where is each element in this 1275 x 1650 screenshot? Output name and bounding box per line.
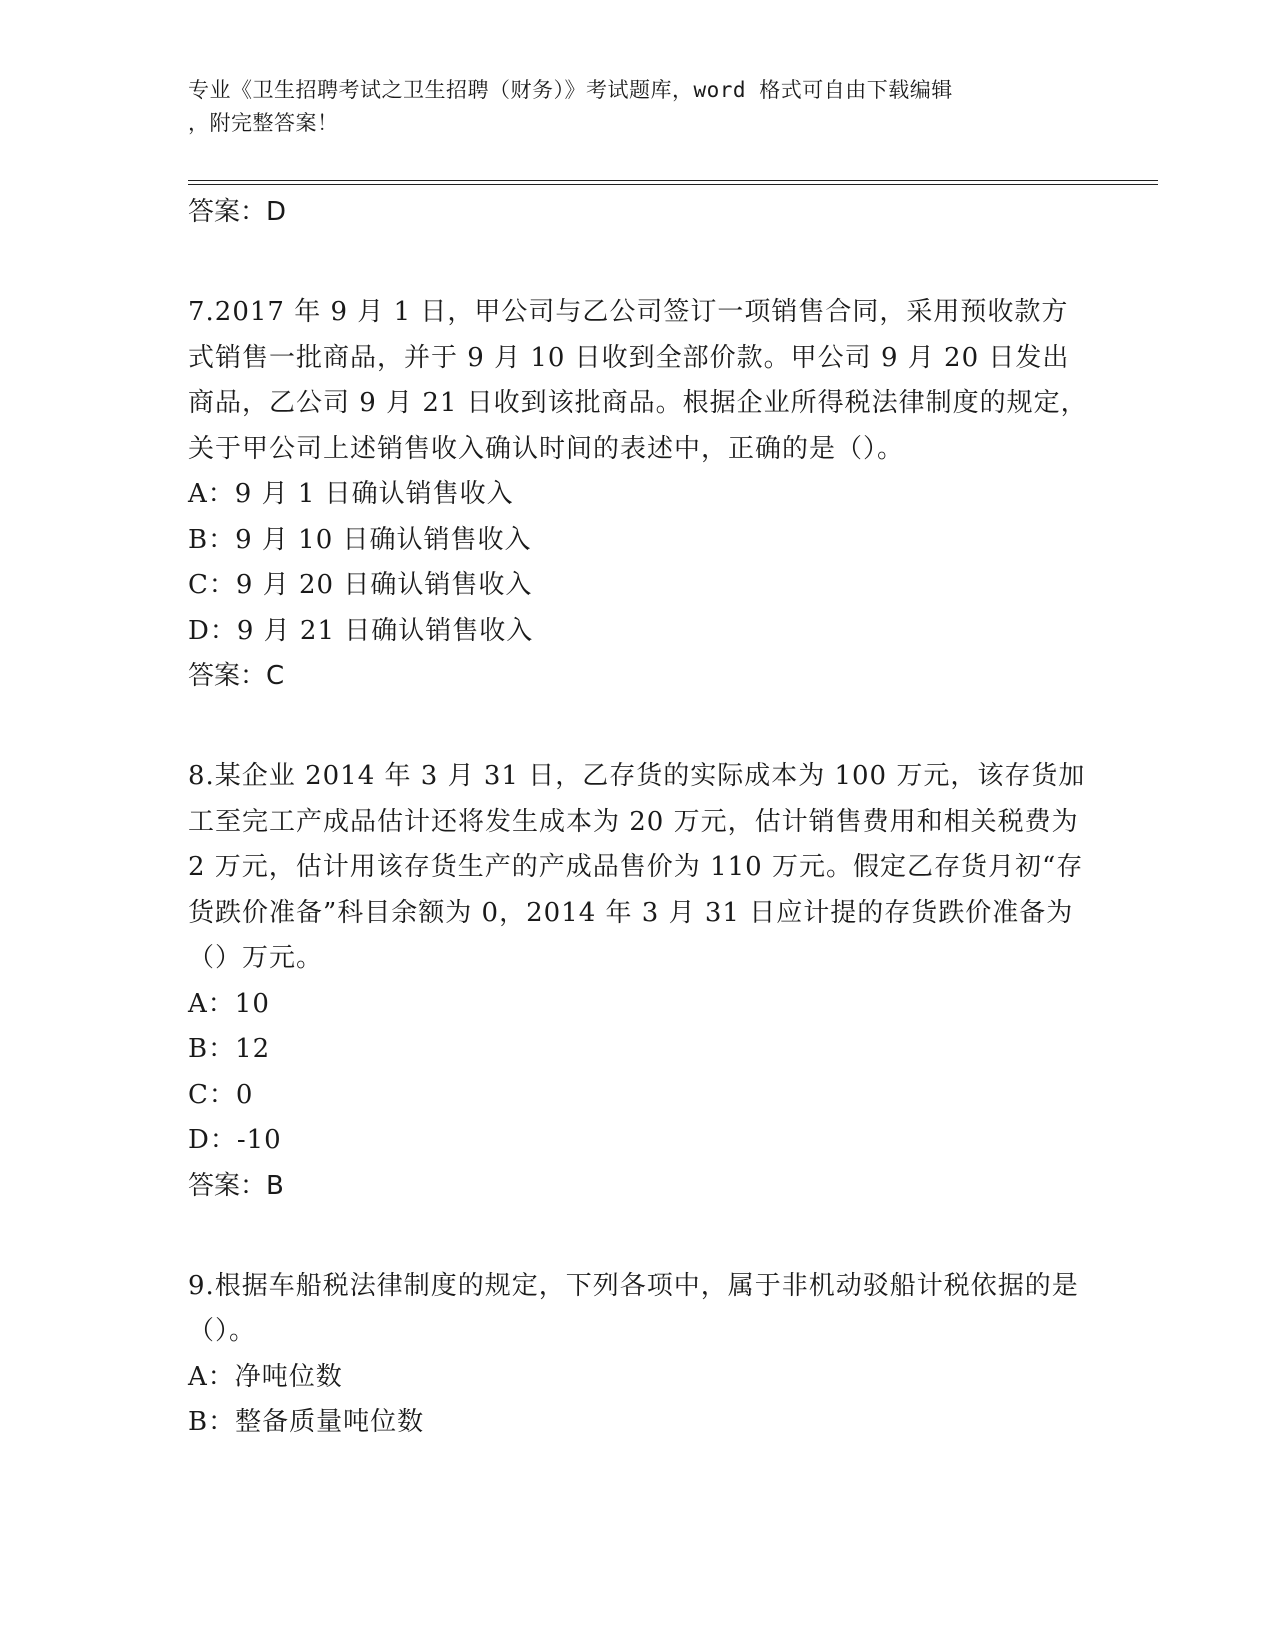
answer-6: 答案：D: [188, 197, 287, 227]
question-7-option-c: C：9 月 20 日确认销售收入: [188, 570, 533, 600]
header-line-2: ，附完整答案！: [188, 111, 339, 135]
answer-7: 答案：C: [188, 661, 285, 691]
question-7-option-a: A：9 月 1 日确认销售收入: [188, 479, 514, 509]
document-header: [188, 74, 1068, 140]
question-8-option-a: A：10: [188, 988, 270, 1019]
document-body: [188, 190, 1088, 1446]
question-8-option-c: C：0: [188, 1079, 254, 1110]
header-divider-top: [188, 180, 1158, 181]
question-7-text: 7.2017 年 9 月 1 日，甲公司与乙公司签订一项销售合同，采用预收款方式销售一批商品，并于 9 月 10 日收到全部价款。甲公司 9 月 20 日发出商品，乙公司 9 月 21 日收到该批商品。根据企业所得税法律制度的规定，关于甲公司上述销售收入确认时间的表述中，正确的是（）。: [188, 297, 1088, 464]
question-7-option-b: B：9 月 10 日确认销售收入: [188, 524, 532, 555]
question-7: [188, 290, 1088, 698]
header-line-1: 专业《卫生招聘考试之卫生招聘（财务）》考试题库，word 格式可自由下载编辑: [188, 78, 953, 102]
question-7-option-d: D：9 月 21 日确认销售收入: [188, 615, 534, 646]
question-8-option-d: D：-10: [188, 1125, 282, 1155]
question-9-option-a: A：净吨位数: [188, 1361, 343, 1392]
question-9-option-b: B：整备质量吨位数: [188, 1407, 425, 1437]
question-8-option-b: B：12: [188, 1034, 271, 1064]
question-8-text: 8.某企业 2014 年 3 月 31 日，乙存货的实际成本为 100 万元，该存货加工至完工产成品估计还将发生成本为 20 万元，估计销售费用和相关税费为 2 万元，估计用该存货生产的产成品售价为 110 万元。假定乙存货月初“存货跌价准备”科目余额为 0，2014 年 3 月 31 日应计提的存货跌价准备为（）万元。: [188, 761, 1086, 973]
question-9-text: 9.根据车船税法律制度的规定，下列各项中，属于非机动驳船计税依据的是（）。: [188, 1270, 1079, 1346]
header-divider-bottom: [188, 184, 1158, 185]
answer-8: 答案：B: [188, 1170, 284, 1201]
question-8: [188, 754, 1088, 1208]
question-9: [188, 1264, 1088, 1446]
